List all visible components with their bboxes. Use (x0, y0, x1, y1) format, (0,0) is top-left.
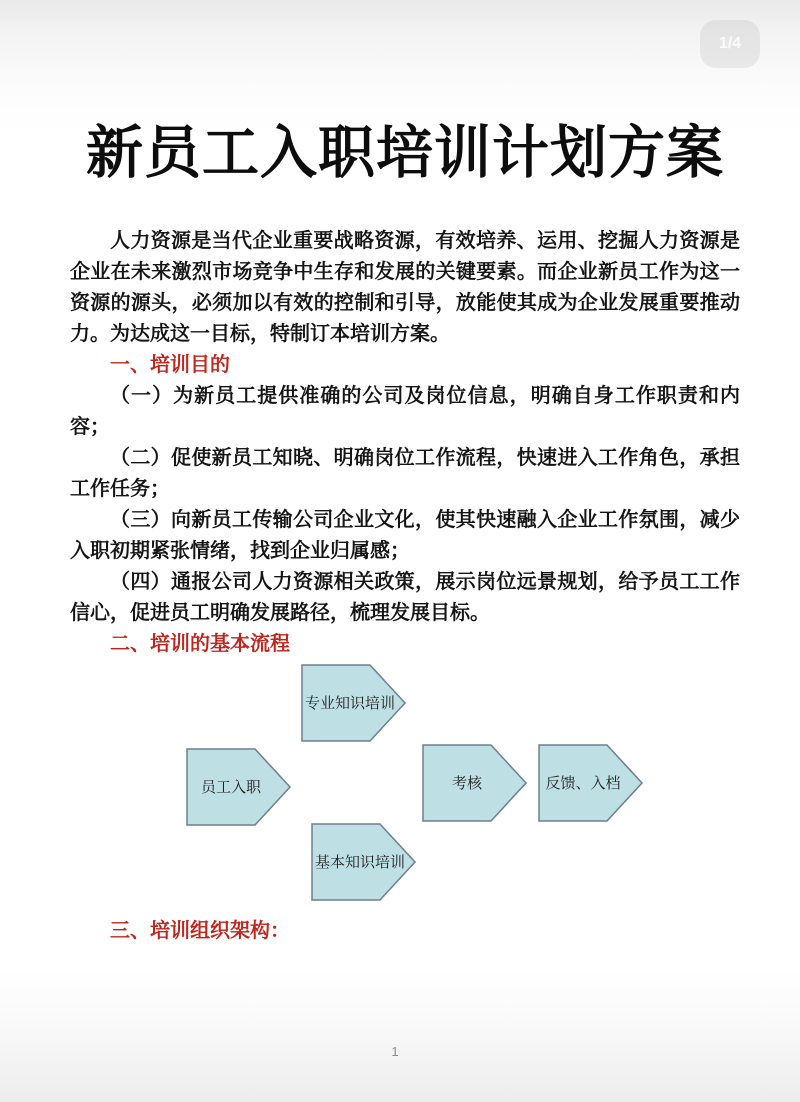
intro-paragraph: 人力资源是当代企业重要战略资源，有效培养、运用、挖掘人力资源是企业在未来激烈市场竞争中生存和发展的关键要素。而企业新员工作为这一资源的源头，必须加以有效的控制和引导，放能使其成为企业发展重要推动力。为达成这一目标，特制订本培训方案。 (70, 230, 740, 345)
document-content (70, 0, 740, 947)
flow-step-basic-training (311, 823, 415, 899)
flow-step-label: 基本知识培训 (314, 852, 405, 871)
flow-step-label: 员工入职 (200, 777, 261, 796)
flow-step-label: 专业知识培训 (304, 693, 395, 712)
training-flowchart (70, 660, 740, 916)
purpose-item-3: （三）向新员工传输公司企业文化，使其快速融入企业工作氛围，减少入职初期紧张情绪，找到企业归属感； (70, 509, 740, 562)
purpose-item-2: （二）促使新员工知晓、明确岗位工作流程，快速进入工作角色，承担工作任务； (70, 447, 740, 500)
flow-step-feedback-filing (538, 744, 642, 820)
flow-step-label: 考核 (451, 773, 482, 792)
flow-step-onboarding (186, 748, 290, 824)
section-heading-process: 二、培训的基本流程 (110, 633, 290, 655)
flow-step-assessment (422, 744, 526, 820)
flow-step-label: 反馈、入档 (545, 773, 621, 792)
section-heading-purpose: 一、培训目的 (110, 354, 230, 376)
flow-step-professional-training (301, 664, 405, 740)
page-indicator-label: 1/4 (718, 35, 742, 52)
section-heading-organization: 三、培训组织架构： (110, 920, 290, 942)
purpose-item-4: （四）通报公司人力资源相关政策，展示岗位远景规划，给予员工工作信心，促进员工明确发展路径，梳理发展目标。 (70, 571, 740, 624)
page-number: 1 (391, 1044, 399, 1059)
document-title: 新员工入职培训计划方案 (86, 121, 724, 185)
purpose-item-1: （一）为新员工提供准确的公司及岗位信息，明确自身工作职责和内容； (70, 385, 740, 438)
